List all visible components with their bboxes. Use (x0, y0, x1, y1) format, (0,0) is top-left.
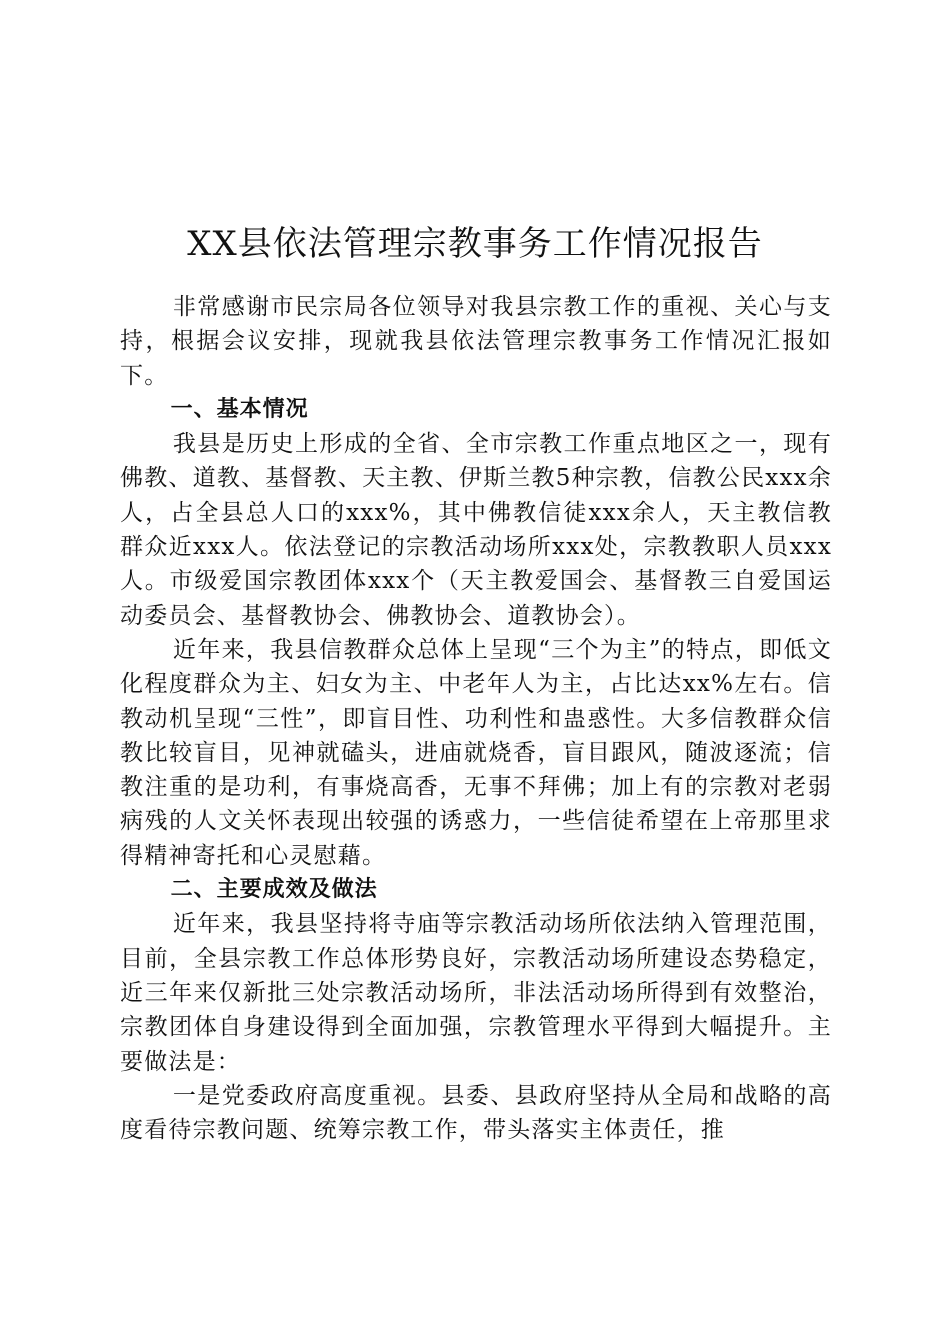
basic-situation-paragraph-2: 近年来，我县信教群众总体上呈现“三个为主”的特点，即低文化程度群众为主、妇女为主、中老年人为主，占比达xx%左右。信教动机呈现“三性”，即盲目性、功利性和蛊惑性。大多信教群众信教比较盲目，见神就磕头，进庙就烧香，盲目跟风，随波逐流；信教注重的是功利，有事烧高香，无事不拜佛；加上有的宗教对老弱病残的人文关怀表现出较强的诱惑力，一些信徒希望在上帝那里求得精神寄托和心灵慰藉。 (120, 636, 832, 869)
document-body (120, 290, 832, 1147)
achievements-paragraph-1: 近年来，我县坚持将寺庙等宗教活动场所依法纳入管理范围，目前，全县宗教工作总体形势良好，宗教活动场所建设态势稳定，近三年来仅新批三处宗教活动场所，非法活动场所得到有效整治，宗教团体自身建设得到全面加强，宗教管理水平得到大幅提升。主要做法是： (120, 911, 832, 1075)
section-heading-achievements: 二、主要成效及做法 (170, 877, 378, 903)
document-title: XX县依法管理宗教事务工作情况报告 (187, 223, 763, 264)
intro-paragraph: 非常感谢市民宗局各位领导对我县宗教工作的重视、关心与支持，根据会议安排，现就我县依法管理宗教事务工作情况汇报如下。 (120, 294, 832, 389)
achievements-paragraph-2: 一是党委政府高度重视。县委、县政府坚持从全局和战略的高度看待宗教问题、统筹宗教工作，带头落实主体责任，推 (120, 1082, 832, 1144)
section-heading-basic-situation: 一、基本情况 (170, 396, 309, 422)
basic-situation-paragraph-1: 我县是历史上形成的全省、全市宗教工作重点地区之一，现有佛教、道教、基督教、天主教、伊斯兰教5种宗教，信教公民xxx余人，占全县总人口的xxx%，其中佛教信徒xxx余人，天主教信教群众近xxx人。依法登记的宗教活动场所xxx处，宗教教职人员xxx人。市级爱国宗教团体xxx个（天主教爱国会、基督教三自爱国运动委员会、基督教协会、佛教协会、道教协会）。 (120, 431, 832, 629)
